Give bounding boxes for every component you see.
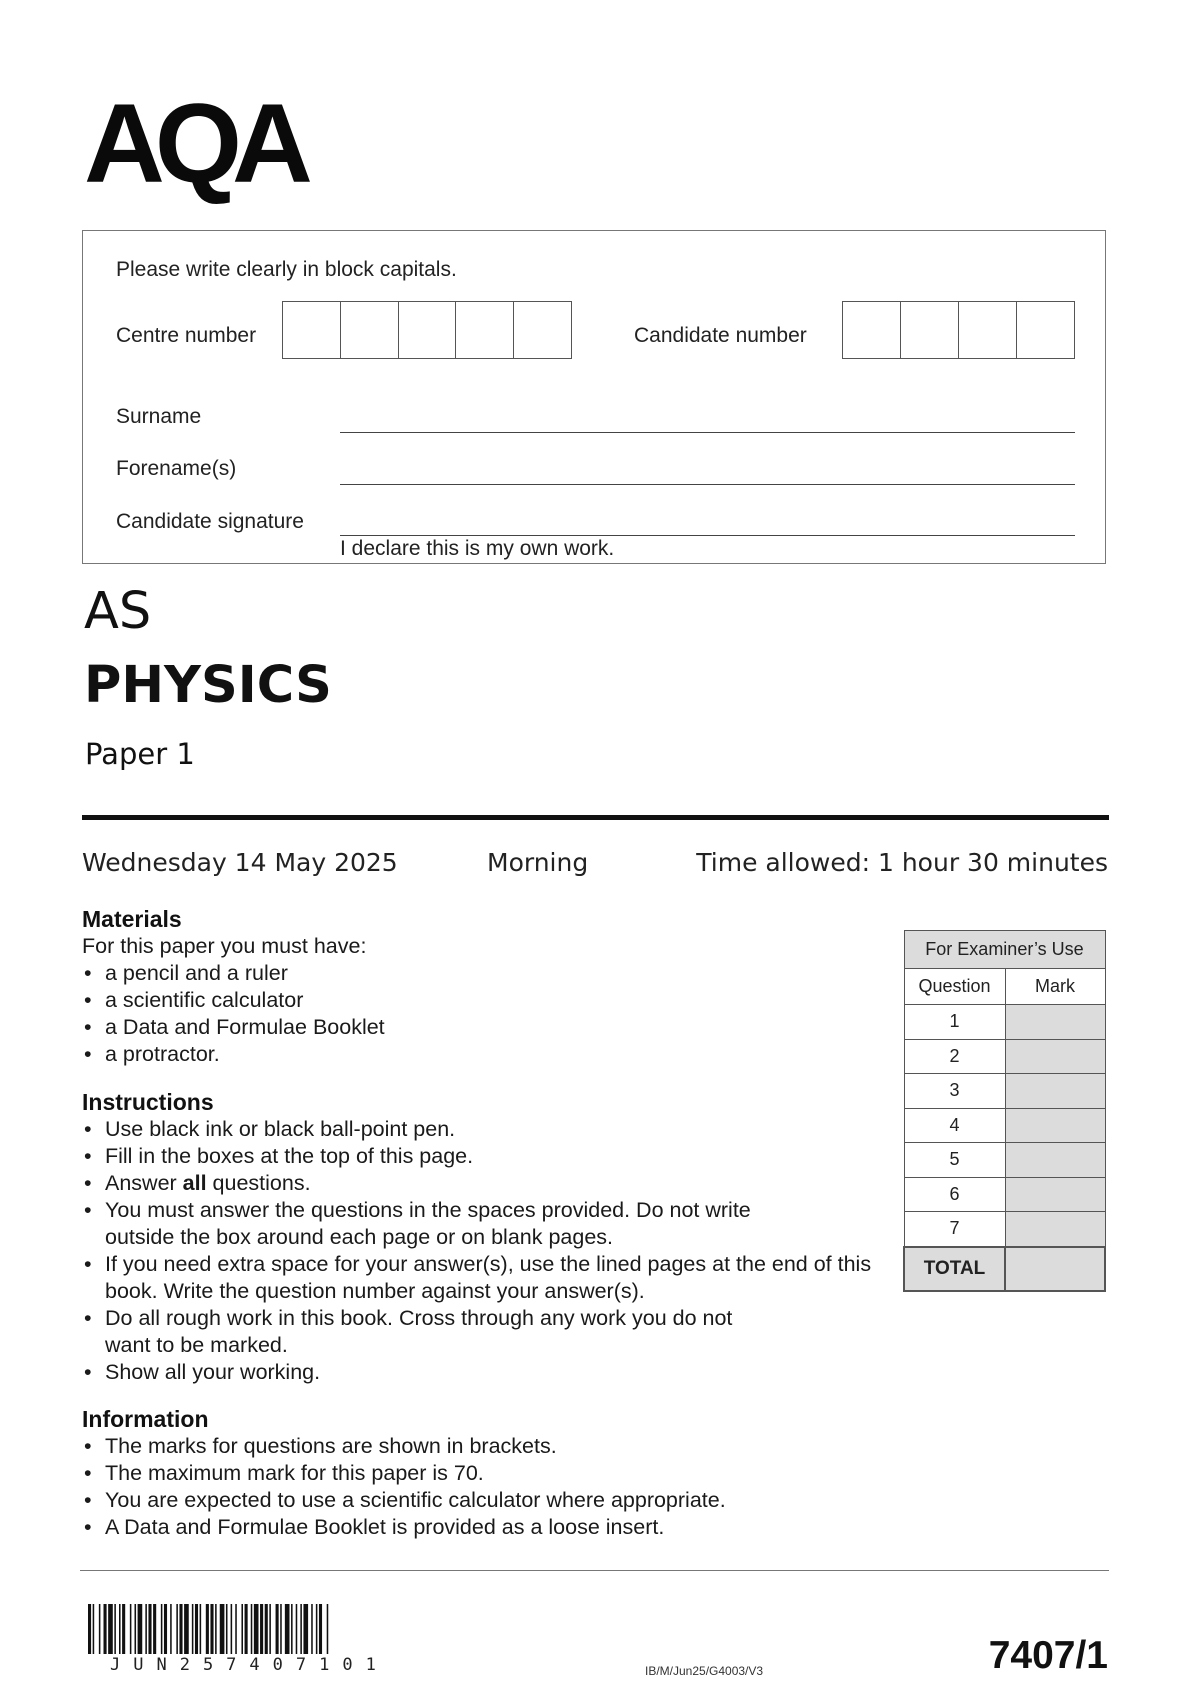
aqa-logo: AQA	[84, 81, 303, 206]
barcode-bar	[269, 1604, 271, 1654]
question-column-header: Question	[904, 969, 1005, 1005]
barcode-bar	[161, 1604, 163, 1654]
barcode-bar	[220, 1604, 225, 1654]
question-number: 7	[904, 1212, 1005, 1247]
forenames-label: Forename(s)	[116, 457, 237, 480]
barcode-bar	[316, 1604, 318, 1654]
mark-cell	[1005, 1108, 1105, 1143]
exam-date: Wednesday 14 May 2025	[82, 848, 398, 877]
centre-digit-box[interactable]	[283, 302, 341, 358]
signature-field[interactable]	[340, 535, 1075, 536]
barcode-bar	[148, 1604, 151, 1654]
candidate-digit-box[interactable]	[901, 302, 959, 358]
barcode-bar	[164, 1604, 167, 1654]
barcode-bar	[260, 1604, 263, 1654]
paper-reference: IB/M/Jun25/G4003/V3	[645, 1664, 764, 1678]
barcode-bar	[311, 1604, 313, 1654]
declaration-text: I declare this is my own work.	[340, 537, 615, 560]
qualification-title: AS	[84, 582, 152, 641]
candidate-number-boxes[interactable]	[842, 301, 1075, 359]
mark-cell	[1005, 1074, 1105, 1109]
subject-title: PHYSICS	[84, 656, 332, 715]
materials-item: • a scientific calculator	[82, 987, 882, 1014]
barcode-bar	[300, 1604, 302, 1654]
barcode-bar	[210, 1604, 213, 1654]
barcode-bar	[138, 1604, 143, 1654]
barcode-bar	[206, 1604, 209, 1654]
instructions-heading: Instructions	[82, 1089, 214, 1115]
barcode-bar	[276, 1604, 279, 1654]
barcode-bar	[285, 1604, 290, 1654]
mark-cell	[1005, 1212, 1105, 1247]
barcode-bar	[93, 1604, 95, 1654]
question-number: 5	[904, 1143, 1005, 1178]
barcode-bar	[200, 1604, 202, 1654]
barcode-bar	[108, 1604, 113, 1654]
information-item: • The maximum mark for this paper is 70.	[82, 1460, 882, 1487]
centre-number-label: Centre number	[116, 324, 257, 347]
total-mark-cell	[1005, 1247, 1105, 1291]
barcode-bar	[145, 1604, 147, 1654]
instructions-item: • You must answer the questions in the spaces provided. Do not write outside the box around each page or on blank pages.	[82, 1197, 765, 1251]
barcode-bar	[135, 1604, 137, 1654]
surname-label: Surname	[116, 405, 202, 428]
barcode-bar	[280, 1604, 282, 1654]
total-label: TOTAL	[904, 1247, 1005, 1291]
materials-intro: For this paper you must have:	[82, 934, 367, 958]
barcode-bar	[88, 1604, 91, 1654]
surname-field[interactable]	[340, 432, 1075, 433]
barcode-bar	[245, 1604, 248, 1654]
question-number: 4	[904, 1108, 1005, 1143]
information-item: • The marks for questions are shown in brackets.	[82, 1433, 882, 1460]
barcode-bar	[176, 1604, 178, 1654]
instructions-item: • Fill in the boxes at the top of this page.	[82, 1143, 882, 1170]
barcode-bar	[241, 1604, 243, 1654]
forenames-field[interactable]	[340, 484, 1075, 485]
information-item: • You are expected to use a scientific calculator where appropriate.	[82, 1487, 882, 1514]
barcode-bar	[122, 1604, 125, 1654]
candidate-digit-box[interactable]	[959, 302, 1017, 358]
materials-heading: Materials	[82, 906, 182, 932]
time-allowed: Time allowed: 1 hour 30 minutes	[696, 848, 1108, 877]
materials-item: • a protractor.	[82, 1041, 882, 1068]
mark-cell	[1005, 1177, 1105, 1212]
barcode-bar	[170, 1604, 172, 1654]
examiner-use-table	[903, 930, 1106, 1292]
barcode-bar	[192, 1604, 194, 1654]
paper-title: Paper 1	[85, 737, 195, 771]
candidate-digit-box[interactable]	[843, 302, 901, 358]
materials-item: • a pencil and a ruler	[82, 960, 882, 987]
barcode-bar	[153, 1604, 156, 1654]
barcode-bar	[119, 1604, 121, 1654]
instructions-item-answer-all: • Answer all questions.	[82, 1170, 882, 1197]
barcode-bar	[114, 1604, 116, 1654]
header-divider	[82, 815, 1109, 820]
footer-divider	[80, 1570, 1109, 1571]
barcode-bar	[130, 1604, 132, 1654]
centre-digit-box[interactable]	[341, 302, 399, 358]
information-section	[82, 1406, 882, 1541]
centre-number-boxes[interactable]	[282, 301, 572, 359]
centre-digit-box[interactable]	[456, 302, 514, 358]
barcode-text: JUN257407101	[110, 1655, 389, 1675]
centre-digit-box[interactable]	[514, 302, 571, 358]
candidate-digit-box[interactable]	[1017, 302, 1074, 358]
instructions-item: • Use black ink or black ball-point pen.	[82, 1116, 882, 1143]
barcode-bar	[251, 1604, 253, 1654]
materials-item: • a Data and Formulae Booklet	[82, 1014, 882, 1041]
question-number: 6	[904, 1177, 1005, 1212]
barcode-bar	[235, 1604, 237, 1654]
barcode-bar	[254, 1604, 259, 1654]
information-item: • A Data and Formulae Booklet is provided as a loose insert.	[82, 1514, 882, 1541]
barcode-bar	[265, 1604, 268, 1654]
barcode-bar	[184, 1604, 189, 1654]
barcode-bar	[327, 1604, 329, 1654]
instructions-section	[82, 1089, 882, 1386]
barcode-bar	[231, 1604, 233, 1654]
mark-cell	[1005, 1039, 1105, 1074]
barcode-bar	[104, 1604, 107, 1654]
question-number: 3	[904, 1074, 1005, 1109]
centre-digit-box[interactable]	[399, 302, 457, 358]
barcode-bar	[226, 1604, 228, 1654]
examiner-use-title: For Examiner’s Use	[904, 931, 1105, 969]
block-capitals-instruction: Please write clearly in block capitals.	[116, 258, 457, 281]
barcode-bar	[291, 1604, 293, 1654]
mark-cell	[1005, 1005, 1105, 1040]
barcode-bar	[179, 1604, 182, 1654]
instructions-item: • If you need extra space for your answer(s), use the lined pages at the end of this book. Write the question number against your answer(s).	[82, 1251, 882, 1305]
instructions-item: • Show all your working.	[82, 1359, 882, 1386]
barcode-bar	[99, 1604, 101, 1654]
candidate-number-label: Candidate number	[634, 324, 807, 347]
mark-column-header: Mark	[1005, 969, 1105, 1005]
paper-code: 7407/1	[988, 1634, 1108, 1677]
question-number: 1	[904, 1005, 1005, 1040]
barcode-bar	[195, 1604, 198, 1654]
exam-session: Morning	[487, 848, 589, 877]
barcode-graphic	[88, 1604, 474, 1654]
information-heading: Information	[82, 1406, 209, 1432]
mark-cell	[1005, 1143, 1105, 1178]
instructions-item: • Do all rough work in this book. Cross through any work you do not want to be marked.	[82, 1305, 765, 1359]
materials-section	[82, 906, 882, 1068]
barcode-bar	[303, 1604, 308, 1654]
barcode-bar	[319, 1604, 322, 1654]
barcode-bar	[296, 1604, 298, 1654]
signature-label: Candidate signature	[116, 510, 304, 533]
barcode-bar	[215, 1604, 217, 1654]
question-number: 2	[904, 1039, 1005, 1074]
